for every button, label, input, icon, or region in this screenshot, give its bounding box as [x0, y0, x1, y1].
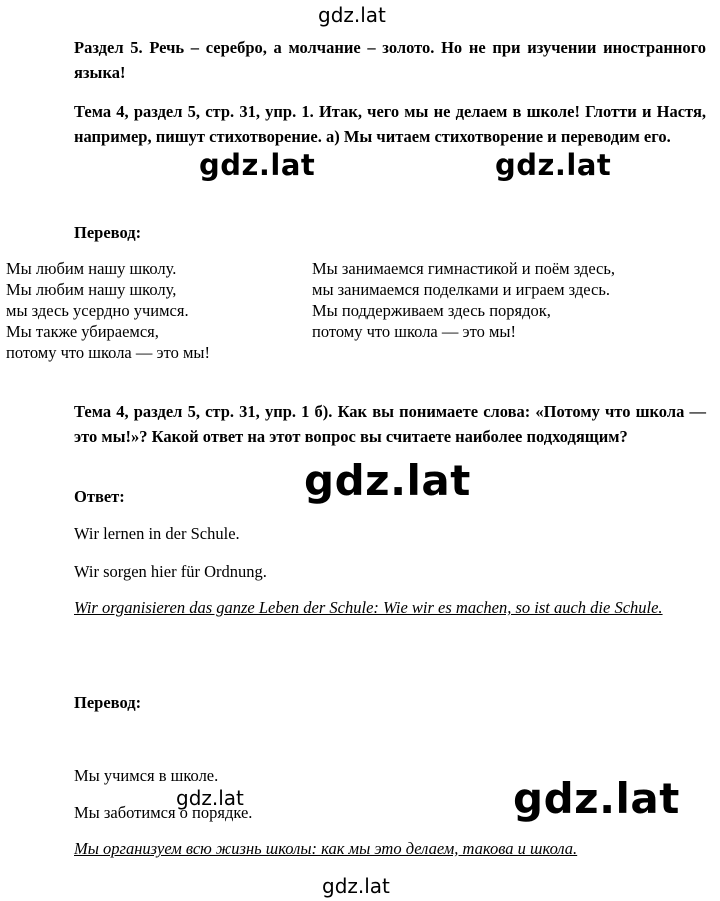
poem-line: мы здесь усердно учимся. [6, 301, 189, 320]
section-title: Раздел 5. Речь – серебро, а молчание – золото. Но не при изучении иностранного языка! [74, 38, 706, 82]
task2-heading: Тема 4, раздел 5, стр. 31, упр. 1 б). Как вы понимаете слова: «Потому что школа — это мы!»? Какой ответ на этот вопрос вы считаете наиболее подходящим? [74, 402, 706, 446]
watermark: gdz.lat [495, 148, 612, 182]
poem-line: Мы также убираемся, [6, 322, 159, 341]
poem-line: потому что школа — это мы! [6, 343, 210, 362]
answer-option: Wir sorgen hier für Ordnung. [74, 562, 267, 581]
answer-option: Wir lernen in der Schule. [74, 524, 240, 543]
poem-right-column [312, 258, 615, 342]
answer-label: Ответ: [74, 487, 125, 506]
translation-selected: Мы организуем всю жизнь школы: как мы это делаем, такова и школа. [74, 839, 578, 858]
translation-line: Мы заботимся о порядке. [74, 803, 253, 822]
poem-line: Мы любим нашу школу, [6, 280, 177, 299]
watermark: gdz.lat [199, 148, 316, 182]
poem-line: Мы занимаемся гимнастикой и поём здесь, [312, 259, 616, 278]
watermark: gdz.lat [300, 456, 475, 505]
task1-heading: Тема 4, раздел 5, стр. 31, упр. 1. Итак, чего мы не делаем в школе! Глотти и Настя, например, пишут стихотворение. а) Мы читаем стихотворение и переводим его. [74, 102, 706, 146]
translation-line: Мы учимся в школе. [74, 766, 219, 785]
translation-label: Перевод: [74, 693, 142, 712]
answer-selected: Wir organisieren das ganze Leben der Schule: Wie wir es machen, so ist auch die Schule. [74, 598, 663, 617]
poem-line: Мы поддерживаем здесь порядок, [312, 301, 551, 320]
poem-line: потому что школа — это мы! [312, 322, 516, 341]
watermark: gdz.lat [509, 774, 684, 823]
watermark: gdz.lat [318, 3, 386, 27]
poem-line: мы занимаемся поделками и играем здесь. [312, 280, 610, 299]
watermark: gdz.lat [322, 874, 390, 898]
poem-left-column [6, 258, 210, 363]
translation-label: Перевод: [74, 223, 142, 242]
watermark: gdz.lat [176, 786, 244, 810]
poem-line: Мы любим нашу школу. [6, 259, 177, 278]
